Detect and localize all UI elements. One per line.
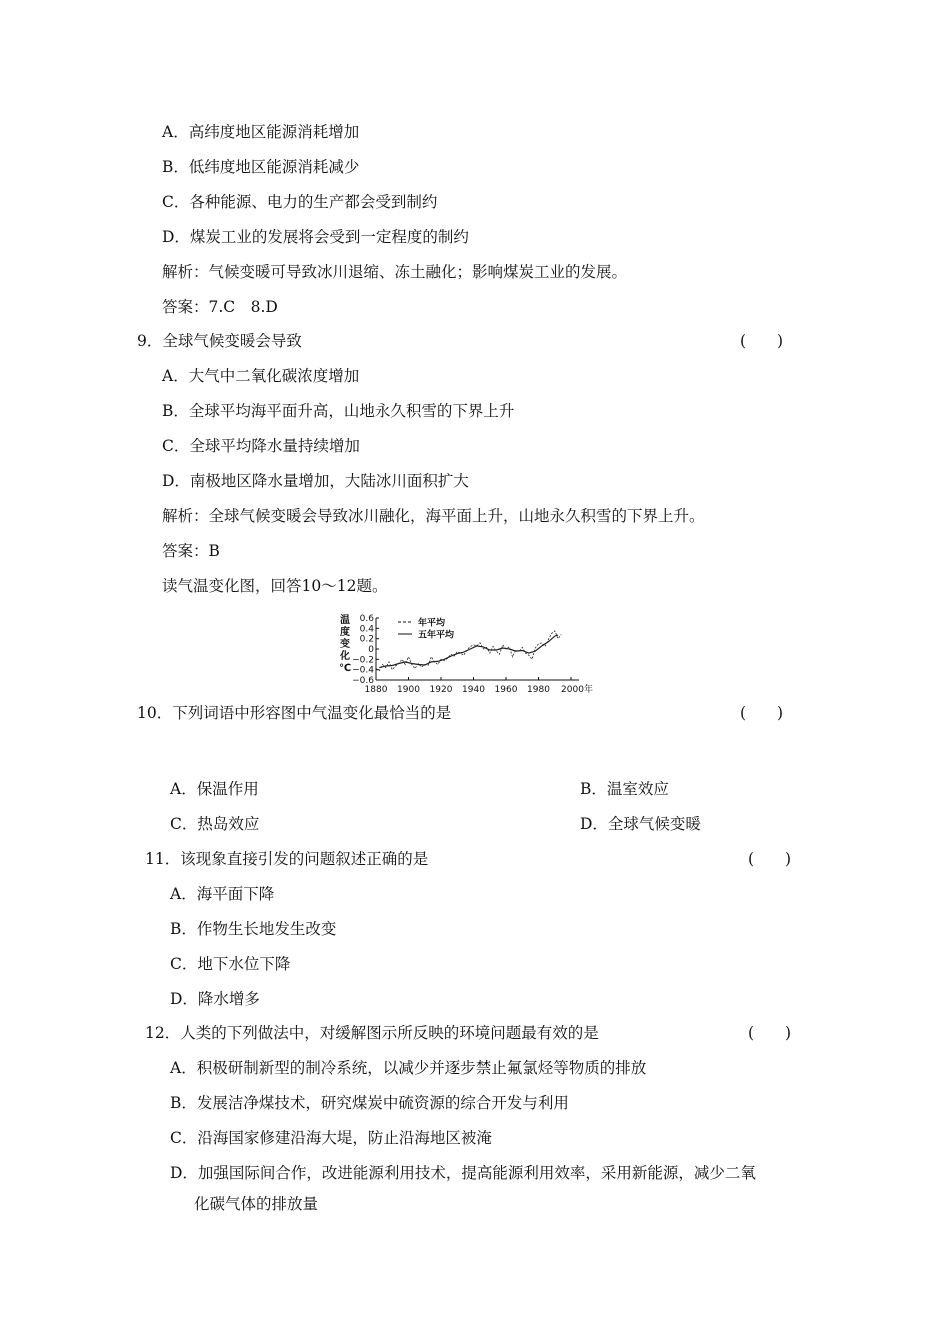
q11-answer-paren: ( ) [748, 850, 792, 868]
y-axis-label-char: 化 [340, 651, 350, 662]
q12-option-d: D．加强国际间合作，改进能源利用技术，提高能源利用效率，采用新能源，减少二氧 [170, 1164, 756, 1182]
y-axis-label-char: 温 [340, 615, 350, 626]
y-tick-label: 0 [368, 645, 374, 655]
option-d: D．煤炭工业的发展将会受到一定程度的制约 [162, 228, 469, 246]
y-tick-label: −0.2 [352, 655, 374, 666]
y-axis-label-char: 度 [340, 627, 350, 638]
q12-option-d-continued: 化碳气体的排放量 [194, 1195, 319, 1213]
legend-label: 五年平均 [418, 630, 455, 641]
q10-option-d: D．全球气候变暖 [580, 815, 701, 833]
legend-label: 年平均 [418, 618, 446, 629]
q11-option-b: B．作物生长地发生改变 [170, 920, 337, 938]
q12-answer-paren: ( ) [748, 1024, 792, 1042]
q12-option-c: C．沿海国家修建沿海大堤，防止沿海地区被淹 [170, 1129, 492, 1147]
q9-analysis: 解析：全球气候变暖会导致冰川融化，海平面上升，山地永久积雪的下界上升。 [162, 507, 705, 525]
q12-option-b: B．发展洁净煤技术，研究煤炭中硫资源的综合开发与利用 [170, 1094, 569, 1112]
q9-option-c: C．全球平均降水量持续增加 [162, 437, 360, 455]
x-tick-label: 1960 [494, 685, 518, 695]
series-line-annual [376, 631, 561, 671]
x-tick-label: 1900 [397, 685, 420, 695]
y-tick-label: 0.2 [359, 634, 374, 645]
q10-stem: 10．下列词语中形容图中气温变化最恰当的是 [137, 704, 452, 722]
q10-option-b: B．温室效应 [580, 780, 669, 798]
answer-7-8: 答案：7.C 8.D [162, 298, 278, 316]
x-tick-label: 1880 [364, 685, 388, 695]
q9-stem: 9．全球气候变暖会导致 [137, 332, 302, 350]
q11-stem: 11．该现象直接引发的问题叙述正确的是 [145, 850, 429, 868]
q11-option-a: A．海平面下降 [170, 885, 275, 903]
y-tick-label: 0.6 [359, 614, 374, 624]
q9-answer-paren: ( ) [740, 332, 784, 350]
x-tick-label: 2000年 [561, 685, 593, 695]
q9-answer: 答案：B [162, 542, 220, 560]
q9-option-a: A．大气中二氧化碳浓度增加 [162, 367, 360, 385]
x-tick-label: 1940 [462, 685, 485, 695]
intro-10-12: 读气温变化图，回答10～12题。 [162, 577, 388, 595]
q9-option-d: D．南极地区降水量增加，大陆冰川面积扩大 [162, 472, 469, 490]
x-tick-label: 1980 [527, 685, 550, 695]
q11-option-d: D．降水增多 [170, 990, 260, 1008]
y-axis-label-char: ℃ [338, 663, 352, 674]
option-a: A．高纬度地区能源消耗增加 [162, 123, 360, 141]
y-axis-label-char: 变 [340, 639, 350, 650]
y-tick-label: −0.4 [352, 665, 374, 676]
analysis-7-8: 解析：气候变暖可导致冰川退缩、冻土融化；影响煤炭工业的发展。 [162, 263, 628, 281]
temperature-change-chart [336, 612, 616, 698]
option-c: C．各种能源、电力的生产都会受到制约 [162, 193, 438, 211]
option-b: B．低纬度地区能源消耗减少 [162, 158, 360, 176]
y-tick-label: 0.4 [359, 624, 374, 635]
q10-answer-paren: ( ) [740, 704, 784, 722]
y-tick-label: −0.6 [352, 676, 374, 686]
q10-option-a: A．保温作用 [170, 780, 259, 798]
q10-option-c: C．热岛效应 [170, 815, 260, 833]
q11-option-c: C．地下水位下降 [170, 955, 291, 973]
x-tick-label: 1920 [429, 685, 453, 695]
q9-option-b: B．全球平均海平面升高，山地永久积雪的下界上升 [162, 402, 515, 420]
q12-stem: 12．人类的下列做法中，对缓解图示所反映的环境问题最有效的是 [145, 1024, 599, 1042]
q12-option-a: A．积极研制新型的制冷系统，以减少并逐步禁止氟氯烃等物质的排放 [170, 1059, 647, 1077]
